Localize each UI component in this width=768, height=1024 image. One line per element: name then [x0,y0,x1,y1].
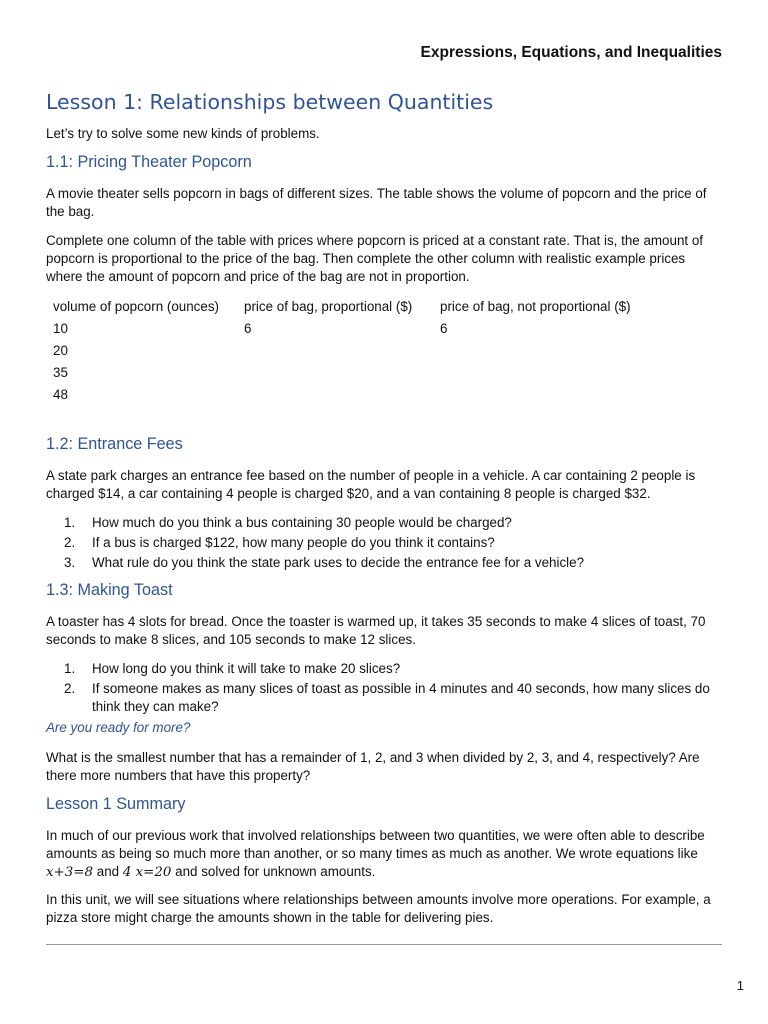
lesson-intro: Let’s try to solve some new kinds of problems. [46,126,320,141]
table-cell [433,364,707,386]
question-text: How much do you think a bus containing 30 people would be charged? [92,515,512,530]
ready-for-more-paragraph: What is the smallest number that has a remainder of 1, 2, and 3 when divided by 2, 3, and 4, respectively? Are there more numbers that have this property? [46,750,700,783]
equation: x+3=8 [46,865,94,880]
page-number: 1 [736,978,744,993]
section-heading-1-1: 1.1: Pricing Theater Popcorn [46,153,252,171]
table-cell [433,386,707,408]
section-1-3-paragraph: A toaster has 4 slots for bread. Once the toaster is warmed up, it takes 35 seconds to make 4 slices of toast, 70 seconds to make 8 slices, and 105 seconds to make 12 slices. [46,614,706,647]
popcorn-table [46,298,707,408]
table-cell: 35 [53,365,68,380]
list-item [46,554,722,572]
table-header-cell: price of bag, not proportional ($) [440,299,631,314]
section-1-2-paragraph: A state park charges an entrance fee based on the number of people in a vehicle. A car containing 2 people is charged $14, a car containing 4 people is charged $20, and a van containing 8 people is charged $32. [46,468,696,501]
ready-for-more-label: Are you ready for more? [46,720,191,735]
list-item [46,680,722,716]
lesson-summary-heading: Lesson 1 Summary [46,795,186,813]
summary-paragraph-2: In this unit, we will see situations where relationships between amounts involve more operations. For example, a pizza store might charge the amounts shown in the table for delivering pies. [46,892,711,925]
table-row [46,364,707,386]
list-number: 1. [64,661,76,676]
table-cell [237,342,433,364]
table-cell: 6 [244,321,252,336]
footer-divider [46,944,722,945]
summary-text: and [93,864,123,879]
table-header-cell: price of bag, proportional ($) [244,299,413,314]
lesson-title: Lesson 1: Relationships between Quantities [46,90,494,114]
list-item [46,660,722,678]
summary-text: In much of our previous work that involved relationships between two quantities, we were often able to describe amounts as being so much more than another, or so many times as much as another. We wrote equations like [46,828,705,861]
table-row [46,386,707,408]
section-heading-1-3: 1.3: Making Toast [46,581,173,599]
table-cell: 10 [53,321,68,336]
list-number: 3. [64,555,76,570]
question-text: If a bus is charged $122, how many people do you think it contains? [92,535,495,550]
equation: 4 x=20 [122,865,172,880]
question-text: If someone makes as many slices of toast as possible in 4 minutes and 40 seconds, how many slices do think they can make? [92,681,710,714]
table-cell [237,386,433,408]
section-heading-1-2: 1.2: Entrance Fees [46,435,183,453]
table-header-cell: volume of popcorn (ounces) [53,299,219,314]
question-text: What rule do you think the state park uses to decide the entrance fee for a vehicle? [92,555,585,570]
list-number: 2. [64,535,76,550]
table-cell [433,342,707,364]
toast-questions [46,660,722,718]
table-cell [237,364,433,386]
list-item [46,514,722,532]
section-1-1-paragraph-1: A movie theater sells popcorn in bags of different sizes. The table shows the volume of popcorn and the price of the bag. [46,186,707,219]
entrance-fee-questions [46,514,722,574]
section-1-1-paragraph-2: Complete one column of the table with prices where popcorn is priced at a constant rate. That is, the amount of popcorn is proportional to the price of the bag. Then complete the other column with realistic example prices where the amount of popcorn and price of the bag are not in proportion. [46,233,703,284]
list-number: 1. [64,515,76,530]
running-header: Expressions, Equations, and Inequalities [420,44,722,61]
list-number: 2. [64,681,76,696]
table-row [46,342,707,364]
table-cell: 6 [440,321,448,336]
table-cell: 20 [53,343,68,358]
summary-text: and solved for unknown amounts. [171,864,376,879]
summary-paragraph-1 [46,827,722,882]
table-header-row [46,298,707,320]
table-cell: 48 [53,387,68,402]
list-item [46,534,722,552]
table-row [46,320,707,342]
question-text: How long do you think it will take to make 20 slices? [92,661,401,676]
